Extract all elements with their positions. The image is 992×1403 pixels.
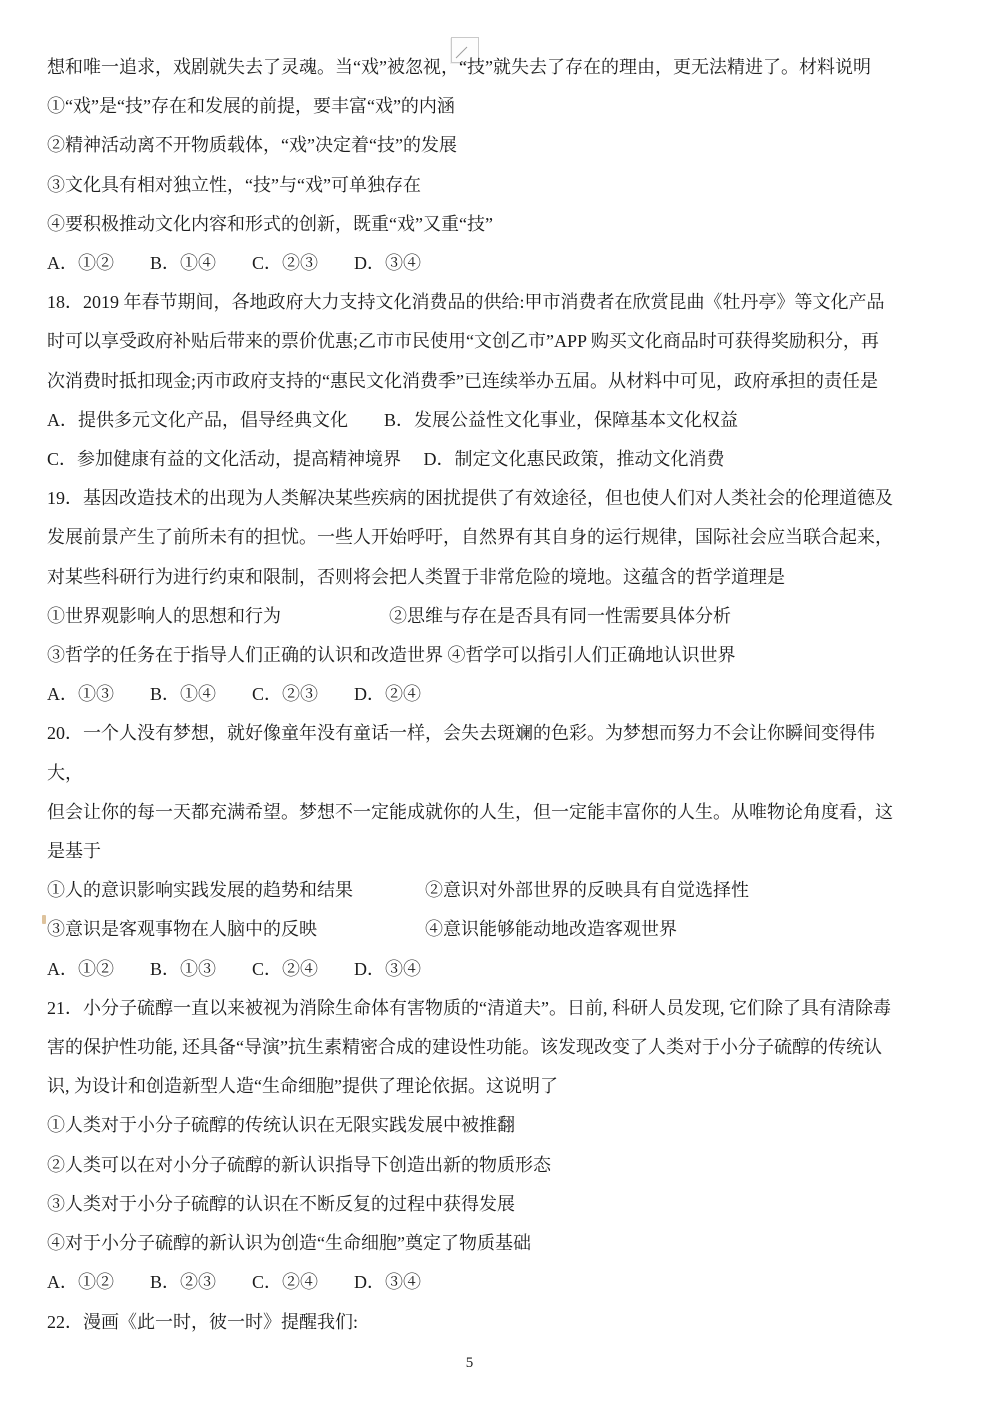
document-body <box>47 48 905 1342</box>
question-18 <box>47 283 905 479</box>
option-3-4-line: ③意识是客观事物在人脑中的反映 ④意识能够能动地改造客观世界 <box>47 919 677 940</box>
answer-choices-line: A．①③ B．①④ C．②③ D．②④ <box>47 684 422 705</box>
answer-choices-line: A．①② B．①④ C．②③ D．③④ <box>47 253 422 274</box>
option-1-2-line: ①世界观影响人的思想和行为 ②思维与存在是否具有同一性需要具体分析 <box>47 605 731 626</box>
option-1-2-line: ①人的意识影响实践发展的趋势和结果 ②意识对外部世界的反映具有自觉选择性 <box>47 880 749 901</box>
question-stem-line: 识, 为设计和创造新型人造“生命细胞”提供了理论依据。这说明了 <box>47 1076 558 1097</box>
speck-artifact <box>42 915 46 924</box>
option-2-line: ②人类可以在对小分子硫醇的新认识指导下创造出新的物质形态 <box>47 1154 551 1175</box>
question-stem-line: 是基于 <box>47 841 101 862</box>
option-1-line: ①“戏”是“技”存在和发展的前提，要丰富“戏”的内涵 <box>47 96 455 117</box>
answer-choices-line: A．提供多元文化产品，倡导经典文化 B．发展公益性文化事业，保障基本文化权益 <box>47 409 739 430</box>
question-stem-line: 但会让你的每一天都充满希望。梦想不一定能成就你的人生，但一定能丰富你的人生。从唯物论角度看，这 <box>47 801 893 822</box>
question-17-continuation <box>47 48 905 283</box>
question-20 <box>47 714 905 988</box>
question-stem-line: 发展前景产生了前所未有的担忧。一些人开始呼吁，自然界有其自身的运行规律，国际社会应当联合起来， <box>47 527 893 548</box>
option-3-line: ③文化具有相对独立性，“技”与“戏”可单独存在 <box>47 174 421 195</box>
option-2-line: ②精神活动离不开物质载体，“戏”决定着“技”的发展 <box>47 135 457 156</box>
question-stem-line: 害的保护性功能, 还具备“导演”抗生素精密合成的建设性功能。该发现改变了人类对于小分子硫醇的传统认 <box>47 1037 882 1058</box>
text-line: 想和唯一追求，戏剧就失去了灵魂。当“戏”被忽视，“技”就失去了存在的理由，更无法精进了。材料说明 <box>47 57 871 77</box>
question-22 <box>47 1303 905 1342</box>
option-4-line: ④对于小分子硫醇的新认识为创造“生命细胞”奠定了物质基础 <box>47 1233 531 1254</box>
answer-choices-line: A．①② B．②③ C．②④ D．③④ <box>47 1272 422 1293</box>
question-stem-line: 时可以享受政府补贴后带来的票价优惠;乙市市民使用“文创乙市”APP 购买文化商品时可获得奖励积分，再 <box>47 331 879 352</box>
option-4-line: ④要积极推动文化内容和形式的创新，既重“戏”又重“技” <box>47 213 493 234</box>
question-stem-line: 次消费时抵扣现金;丙市政府支持的“惠民文化消费季”已连续举办五届。从材料中可见，政府承担的责任是 <box>47 370 878 391</box>
page-number: 5 <box>465 1355 474 1371</box>
question-stem-line: 21．小分子硫醇一直以来被视为消除生命体有害物质的“清道夫”。日前, 科研人员发现, 它们除了具有清除毒 <box>47 997 891 1018</box>
answer-choices-line: A．①② B．①③ C．②④ D．③④ <box>47 958 422 979</box>
option-3-4-line: ③哲学的任务在于指导人们正确的认识和改造世界 ④哲学可以指引人们正确地认识世界 <box>47 645 736 666</box>
question-stem-line: 对某些科研行为进行约束和限制，否则将会把人类置于非常危险的境地。这蕴含的哲学道理是 <box>47 566 785 587</box>
question-stem-line: 20．一个人没有梦想，就好像童年没有童话一样，会失去斑斓的色彩。为梦想而努力不会让你瞬间变得伟大， <box>47 723 875 783</box>
question-stem-line: 22．漫画《此一时，彼一时》提醒我们: <box>47 1311 358 1332</box>
question-21 <box>47 989 905 1303</box>
question-19 <box>47 479 905 714</box>
question-stem-line: 18．2019 年春节期间，各地政府大力支持文化消费品的供给:甲市消费者在欣赏昆曲《牡丹亭》等文化产品 <box>47 292 885 313</box>
option-1-line: ①人类对于小分子硫醇的传统认识在无限实践发展中被推翻 <box>47 1115 515 1136</box>
question-stem-line: 19．基因改造技术的出现为人类解决某些疾病的困扰提供了有效途径，但也使人们对人类社会的伦理道德及 <box>47 488 893 509</box>
answer-choices-line: C．参加健康有益的文化活动，提高精神境界 D．制定文化惠民政策，推动文化消费 <box>47 449 725 470</box>
option-3-line: ③人类对于小分子硫醇的认识在不断反复的过程中获得发展 <box>47 1193 515 1214</box>
